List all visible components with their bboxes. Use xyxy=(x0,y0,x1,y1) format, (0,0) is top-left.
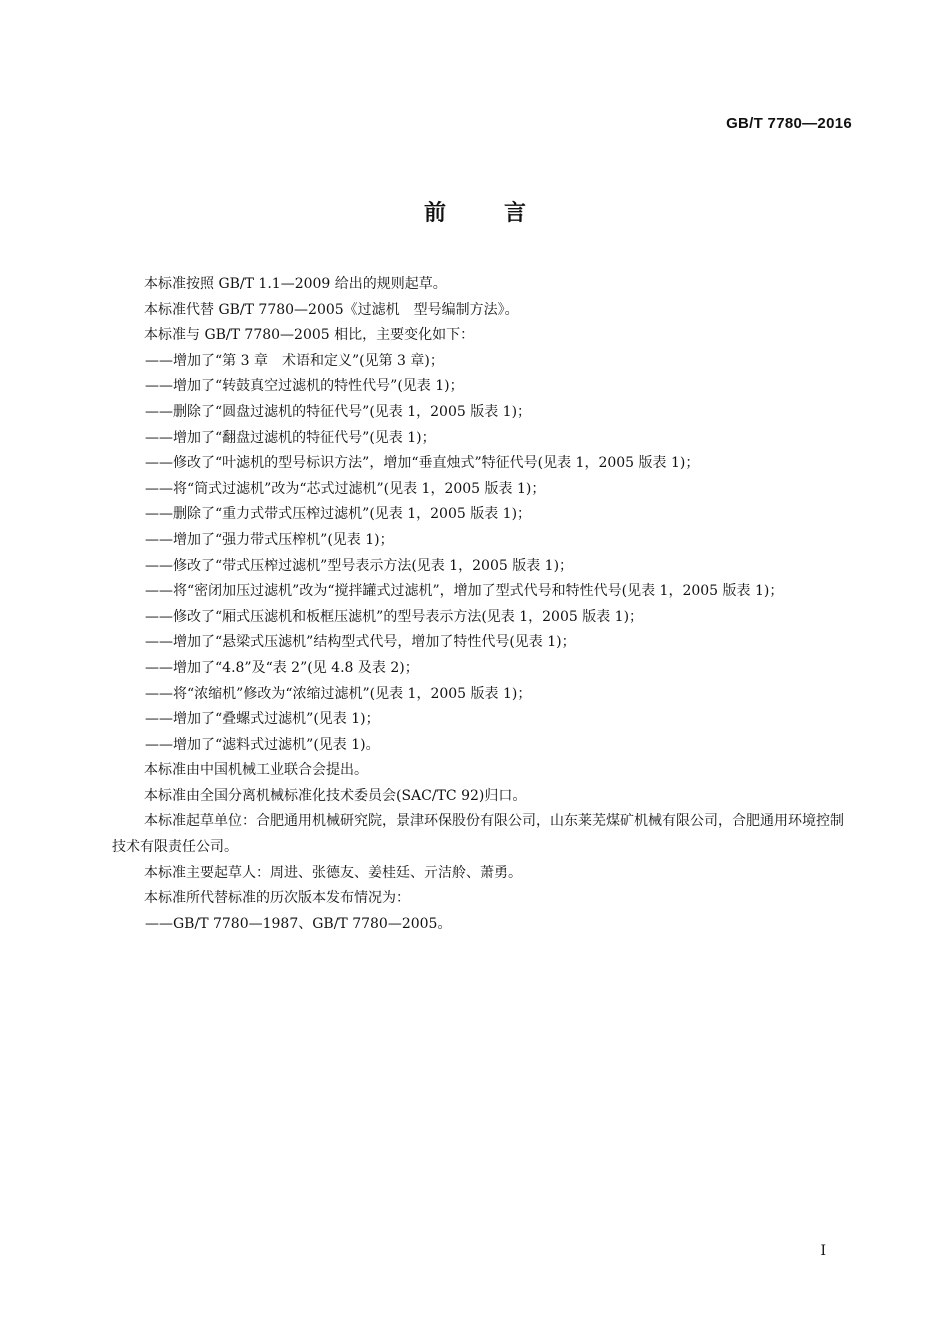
page-number: I xyxy=(820,1243,826,1259)
paragraph: 本标准由中国机械工业联合会提出。 xyxy=(144,762,368,779)
change-item: ——增加了“4.8”及“表 2”(见 4.8 及表 2)； xyxy=(145,659,419,676)
history-item: ——GB/T 7780—1987、GB/T 7780—2005。 xyxy=(145,915,452,932)
change-item: ——将“筒式过滤机”改为“芯式过滤机”(见表 1，2005 版表 1)； xyxy=(145,480,546,497)
page-title: 前言 xyxy=(423,201,584,226)
change-item: ——删除了“重力式带式压榨过滤机”(见表 1，2005 版表 1)； xyxy=(145,506,532,523)
paragraph: 本标准起草单位：合肥通用机械研究院，景津环保股份有限公司，山东莱芜煤矿机械有限公司，合肥通用环境控制技术有限责任公司。 xyxy=(112,813,844,856)
paragraph: 本标准所代替标准的历次版本发布情况为： xyxy=(144,890,410,907)
change-item: ——将“浓缩机”修改为“浓缩过滤机”(见表 1，2005 版表 1)； xyxy=(145,685,532,702)
paragraph: 本标准主要起草人：周进、张德友、姜桂廷、亓洁舲、萧勇。 xyxy=(144,864,522,881)
change-item: ——增加了“叠螺式过滤机”(见表 1)； xyxy=(145,711,380,728)
paragraph: 本标准与 GB/T 7780—2005 相比，主要变化如下： xyxy=(144,327,475,344)
change-item: ——修改了“厢式压滤机和板框压滤机”的型号表示方法(见表 1，2005 版表 1)； xyxy=(145,608,644,625)
change-item: ——增加了“转鼓真空过滤机的特性代号”(见表 1)； xyxy=(145,378,464,395)
paragraph: 本标准由全国分离机械标准化技术委员会(SAC/TC 92)归口。 xyxy=(144,787,527,804)
change-item: ——增加了“滤料式过滤机”(见表 1)。 xyxy=(145,736,380,753)
change-item: ——增加了“悬梁式压滤机”结构型式代号，增加了特性代号(见表 1)； xyxy=(145,634,576,651)
change-item: ——删除了“圆盘过滤机的特征代号”(见表 1，2005 版表 1)； xyxy=(145,403,532,420)
change-item: ——将“密闭加压过滤机”改为“搅拌罐式过滤机”，增加了型式代号和特性代号(见表 1，2005 版表 1)； xyxy=(145,583,784,600)
paragraph: 本标准按照 GB/T 1.1—2009 给出的规则起草。 xyxy=(144,276,447,292)
standard-code: GB/T 7780—2016 xyxy=(726,115,852,132)
change-item: ——修改了“带式压榨过滤机”型号表示方法(见表 1，2005 版表 1)； xyxy=(145,557,574,574)
paragraph: 本标准代替 GB/T 7780—2005《过滤机 型号编制方法》。 xyxy=(144,301,519,318)
change-item: ——增加了“第 3 章 术语和定义”(见第 3 章)； xyxy=(145,352,444,369)
change-item: ——修改了“叶滤机的型号标识方法”，增加“垂直烛式”特征代号(见表 1，2005 版表 1)； xyxy=(145,455,700,472)
change-item: ——增加了“翻盘过滤机的特征代号”(见表 1)； xyxy=(145,429,436,446)
document-body xyxy=(112,272,850,937)
change-item: ——增加了“强力带式压榨机”(见表 1)； xyxy=(145,531,394,548)
